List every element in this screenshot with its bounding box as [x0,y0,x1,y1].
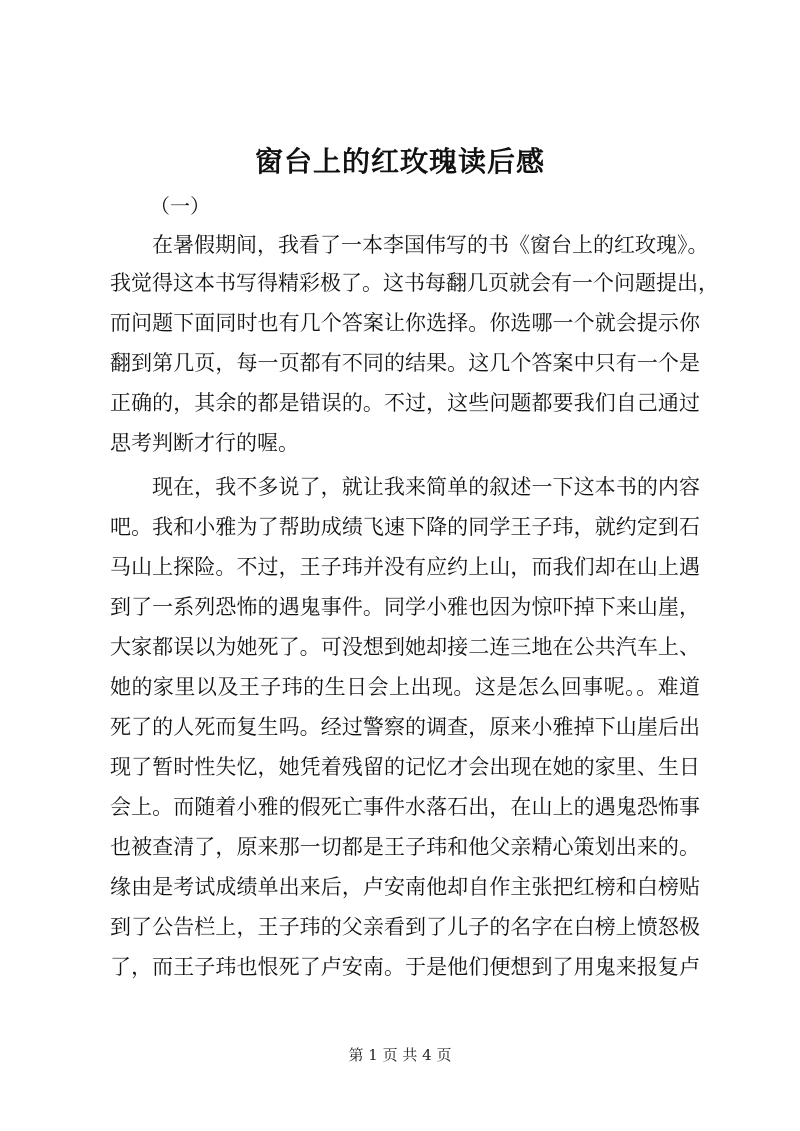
paragraph-line: 死了的人死而复生吗。经过警察的调查，原来小雅掉下山崖后出 [110,715,700,739]
paragraph-line: 在暑假期间，我看了一本李国伟写的书《窗台上的红玫瑰》。 [152,233,709,257]
paragraph-line: 现了暂时性失忆，她凭着残留的记忆才会出现在她的家里、生日 [110,755,700,779]
paragraph-line: 我觉得这本书写得精彩极了。这书每翻几页就会有一个问题提出， [110,271,719,295]
page-title: 窗台上的红玫瑰读后感 [254,145,545,178]
paragraph-line: 她的家里以及王子玮的生日会上出现。这是怎么回事呢。。难道 [110,675,700,699]
paragraph-line: 到了一系列恐怖的遇鬼事件。同学小雅也因为惊吓掉下来山崖， [110,595,700,619]
paragraph-line: 了，而王子玮也恨死了卢安南。于是他们便想到了用鬼来报复卢 [110,955,700,979]
paragraph-line: 而问题下面同时也有几个答案让你选择。你选哪一个就会提示你 [110,311,700,335]
paragraph-line: 到了公告栏上，王子玮的父亲看到了儿子的名字在白榜上愤怒极 [110,915,700,939]
paragraph-line: 思考判断才行的喔。 [110,431,299,455]
paragraph-line: 大家都误以为她死了。可没想到她却接二连三地在公共汽车上、 [110,635,700,659]
paragraph-line: 正确的，其余的都是错误的。不过，这些问题都要我们自己通过 [110,391,700,415]
paragraph-line: 缘由是考试成绩单出来后，卢安南他却自作主张把红榜和白榜贴 [110,875,700,899]
paragraph-line: 现在，我不多说了，就让我来简单的叙述一下这本书的内容 [152,475,700,499]
paragraph-line: 也被查清了，原来那一切都是王子玮和他父亲精心策划出来的。 [110,835,700,859]
paragraph-line: 会上。而随着小雅的假死亡事件水落石出，在山上的遇鬼恐怖事 [110,795,700,819]
paragraph-line: 翻到第几页，每一页都有不同的结果。这几个答案中只有一个是 [110,351,700,375]
page-footer: 第 1 页 共 4 页 [348,1046,452,1064]
paragraph-line: 吧。我和小雅为了帮助成绩飞速下降的同学王子玮，就约定到石 [110,515,700,539]
paragraph-line: 马山上探险。不过，王子玮并没有应约上山，而我们却在山上遇 [110,555,700,579]
section-number: （一） [150,194,210,218]
